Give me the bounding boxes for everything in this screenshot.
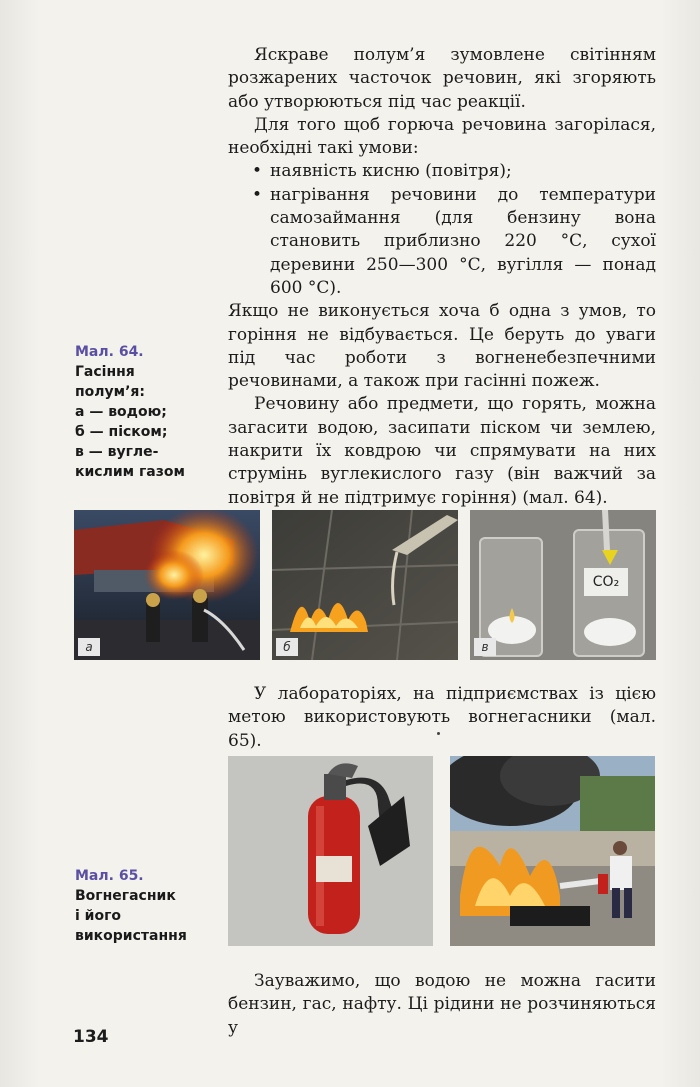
print-dot: [437, 732, 440, 735]
paragraph-3: Якщо не виконується хоча б одна з умов, то горіння не відбувається. Це беруть до уваги під час роботи з вогненебезпечними речовинами, а також при гасінні пожеж.: [228, 301, 656, 392]
caption-line: кислим газом: [75, 464, 185, 480]
figure-label-a: а: [78, 638, 100, 656]
caption-line: і його: [75, 908, 122, 924]
caption-line: Гасіння: [75, 364, 135, 380]
photo-extinguisher-in-use: [450, 756, 655, 946]
main-text-top: [228, 44, 656, 510]
paragraph-2: Для того щоб горюча речовина загорілася, необхідні такі умови:: [228, 114, 656, 159]
photo-fire-extinguisher: [228, 756, 433, 946]
figure-65-title: Мал. 65.: [75, 868, 144, 884]
co2-label: CO₂: [592, 574, 620, 590]
photo-firefighters: [74, 510, 260, 660]
photo-sand-on-flame: [272, 510, 458, 660]
list-item: • нагрівання речовини до температури самозаймання (для бензину вона становить приблизно 220 °С, сухої деревини 250—300 °С, вугілля — понад 600 °С).: [228, 184, 656, 300]
figure-65-caption: [75, 866, 215, 946]
main-text-middle: [228, 683, 656, 753]
figure-64-title: Мал. 64.: [75, 344, 144, 360]
paragraph-bottom: Зауважимо, що водою не можна гасити бензин, гас, нафту. Ці рідини не розчиняються у: [228, 971, 656, 1038]
page-number: 134: [73, 1027, 109, 1047]
figure-label-c: в: [474, 638, 496, 656]
paragraph-1: Яскраве полум’я зумовлене світінням розжарених часточок речовин, які згоряють або утворюються під час реакції.: [228, 45, 656, 112]
caption-line: б — піском;: [75, 424, 168, 440]
paragraph-fire-extinguishers: У лабораторіях, на підприємствах із цією метою використовують вогнегасники (мал. 65).: [228, 684, 656, 751]
caption-line: в — вугле-: [75, 444, 159, 460]
figure-label-b: б: [276, 638, 298, 656]
caption-line: полум’я:: [75, 384, 146, 400]
caption-line: використання: [75, 928, 187, 944]
figure-64-caption: [75, 342, 215, 482]
photo-candles-co2: [470, 510, 656, 660]
main-text-bottom: [228, 970, 656, 1040]
conditions-list: [228, 160, 656, 300]
list-item: • наявність кисню (повітря);: [228, 160, 656, 183]
caption-line: а — водою;: [75, 404, 167, 420]
paragraph-4: Речовину або предмети, що горять, можна загасити водою, засипати піском чи землею, накрити їх ковдрою чи спрямувати на них струмінь вуглекислого газу (він важчий за повітря й не підтримує горіння) (мал. 64).: [228, 394, 656, 508]
caption-line: Вогнегасник: [75, 888, 176, 904]
